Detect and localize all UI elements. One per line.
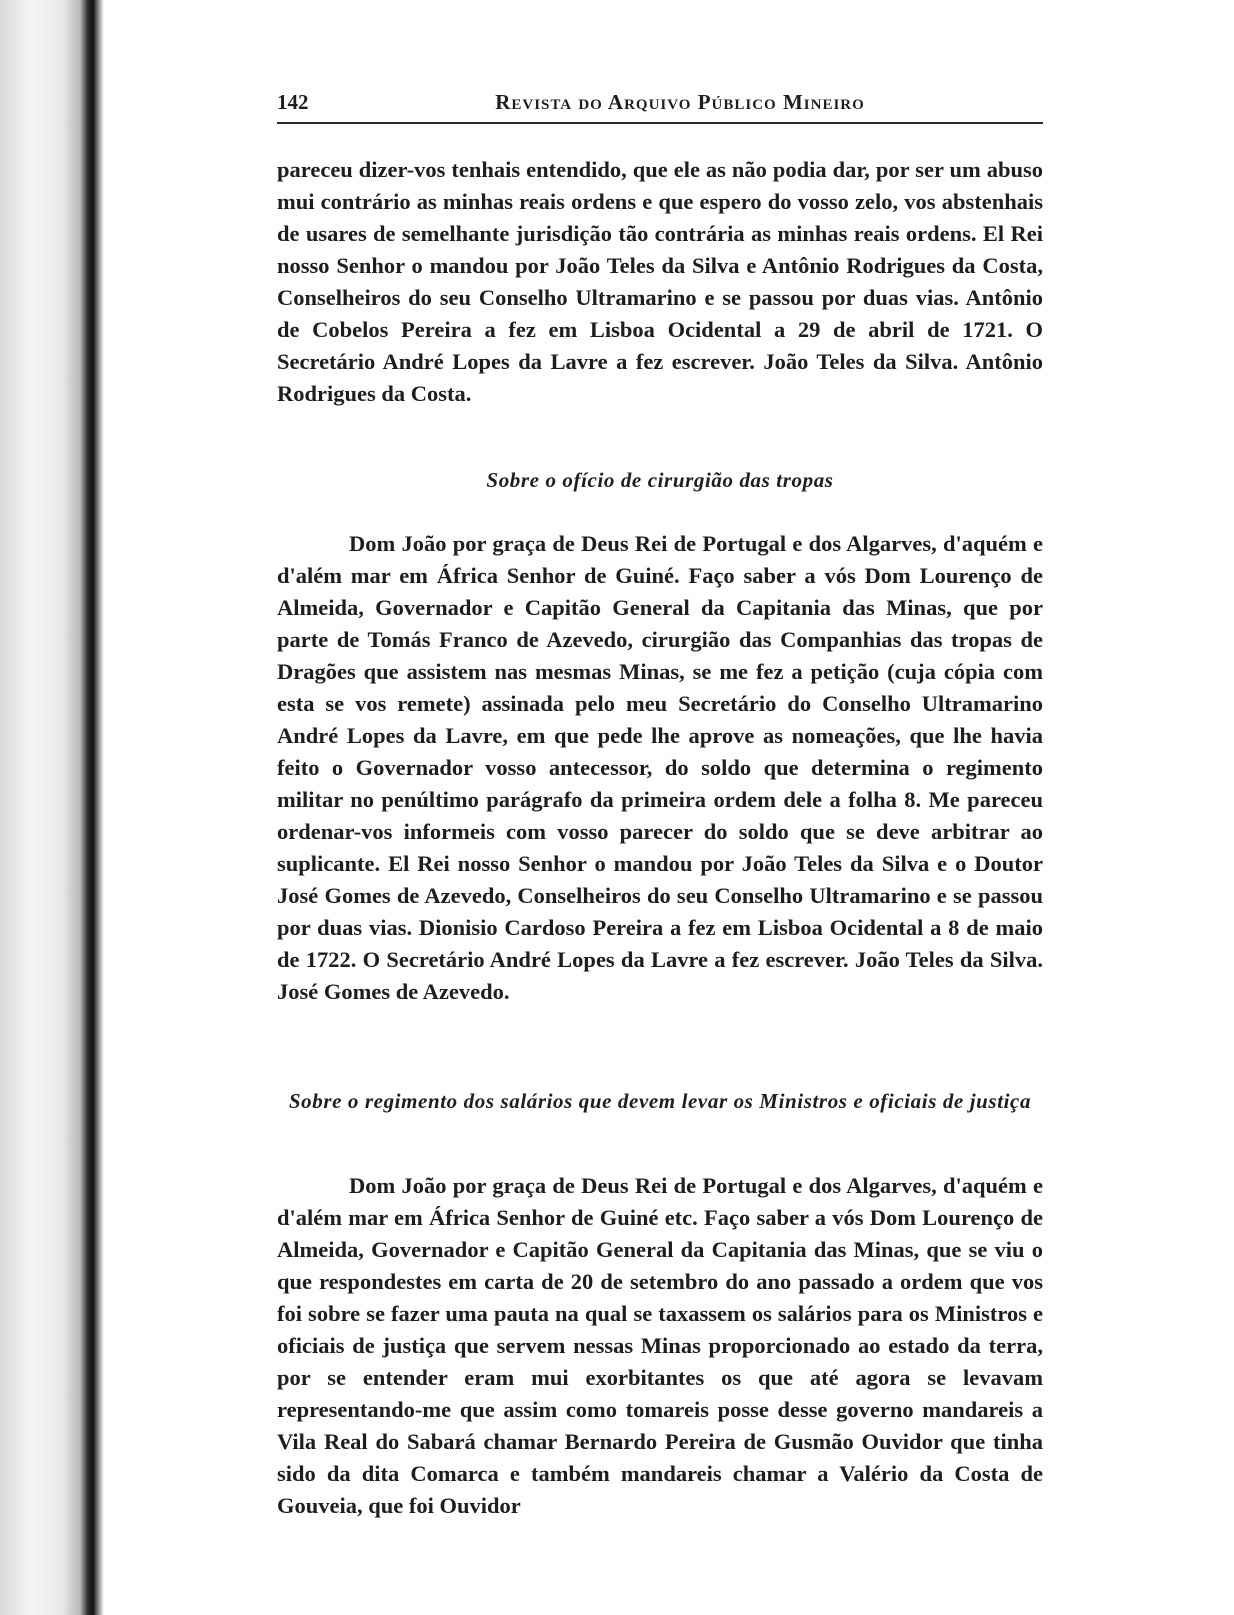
section-heading-salaries: Sobre o regimento dos salários que devem levar os Ministros e oficiais de justiça bbox=[288, 1089, 1032, 1113]
document-page bbox=[277, 0, 1043, 1615]
section-heading-surgeon: Sobre o ofício de cirurgião das tropas bbox=[486, 468, 834, 492]
paragraph-surgeon: Dom João por graça de Deus Rei de Portugal e dos Algarves, d'aquém e d'além mar em África Senhor de Guiné. Faço saber a vós Dom Lourenço de Almeida, Governador e Capitão General da Capitania das Minas, que por parte de Tomás Franco de Azevedo, cirurgião das Companhias das tropas de Dragões que assistem nas mesmas Minas, se me fez a petição (cuja cópia com esta se vos remete) assinada pelo meu Secretário do Conselho Ultramarino André Lopes da Lavre, em que pede lhe aprove as nomeações, que lhe havia feito o Governador vosso antecessor, do soldo que determina o regimento militar no penúltimo parágrafo da primeira ordem dele a folha 8. Me pareceu ordenar-vos informeis com vosso parecer do soldo que se deve arbitrar ao suplicante. El Rei nosso Senhor o mandou por João Teles da Silva e o Doutor José Gomes de Azevedo, Conselheiros do seu Conselho Ultramarino e se passou por duas vias. Dionisio Cardoso Pereira a fez em Lisboa Ocidental a 8 de maio de 1722. O Secretário André Lopes da Lavre a fez escrever. João Teles da Silva. José Gomes de Azevedo. bbox=[277, 531, 1043, 1004]
text-block-surgeon bbox=[277, 528, 1043, 1008]
running-head bbox=[277, 84, 1043, 118]
paragraph-salaries: Dom João por graça de Deus Rei de Portugal e dos Algarves, d'aquém e d'além mar em África Senhor de Guiné etc. Faço saber a vós Dom Lourenço de Almeida, Governador e Capitão General da Capitania das Minas, que se viu o que respondestes em carta de 20 de setembro do ano passado a ordem que vos foi sobre se fazer uma pauta na qual se taxassem os salários para os Ministros e oficiais de justiça que servem nessas Minas proporcionado ao estado da terra, por se entender eram mui exorbitantes os que até agora se levavam representando-me que assim como tomareis posse desse governo mandareis a Vila Real do Sabará chamar Bernardo Pereira de Gusmão Ouvidor que tinha sido da dita Comarca e também mandareis chamar a Valério da Costa de Gouveia, que foi Ouvidor bbox=[277, 1173, 1043, 1518]
text-block-salaries bbox=[277, 1170, 1043, 1522]
page-number: 142 bbox=[277, 90, 309, 114]
paragraph-continuation: pareceu dizer-vos tenhais entendido, que ele as não podia dar, por ser um abuso mui contrário as minhas reais ordens e que espero do vosso zelo, vos abstenhais de usares de semelhante jurisdição tão contrária as minhas reais ordens. El Rei nosso Senhor o mandou por João Teles da Silva e Antônio Rodrigues da Costa, Conselheiros do seu Conselho Ultramarino e se passou por duas vias. Antônio de Cobelos Pereira a fez em Lisboa Ocidental a 29 de abril de 1721. O Secretário André Lopes da Lavre a fez escrever. João Teles da Silva. Antônio Rodrigues da Costa. bbox=[277, 157, 1043, 406]
journal-title: Revista do Arquivo Público Mineiro bbox=[495, 90, 865, 114]
text-block-continuation bbox=[277, 154, 1043, 410]
header-rule bbox=[277, 122, 1043, 124]
book-binding-edge bbox=[0, 0, 104, 1615]
